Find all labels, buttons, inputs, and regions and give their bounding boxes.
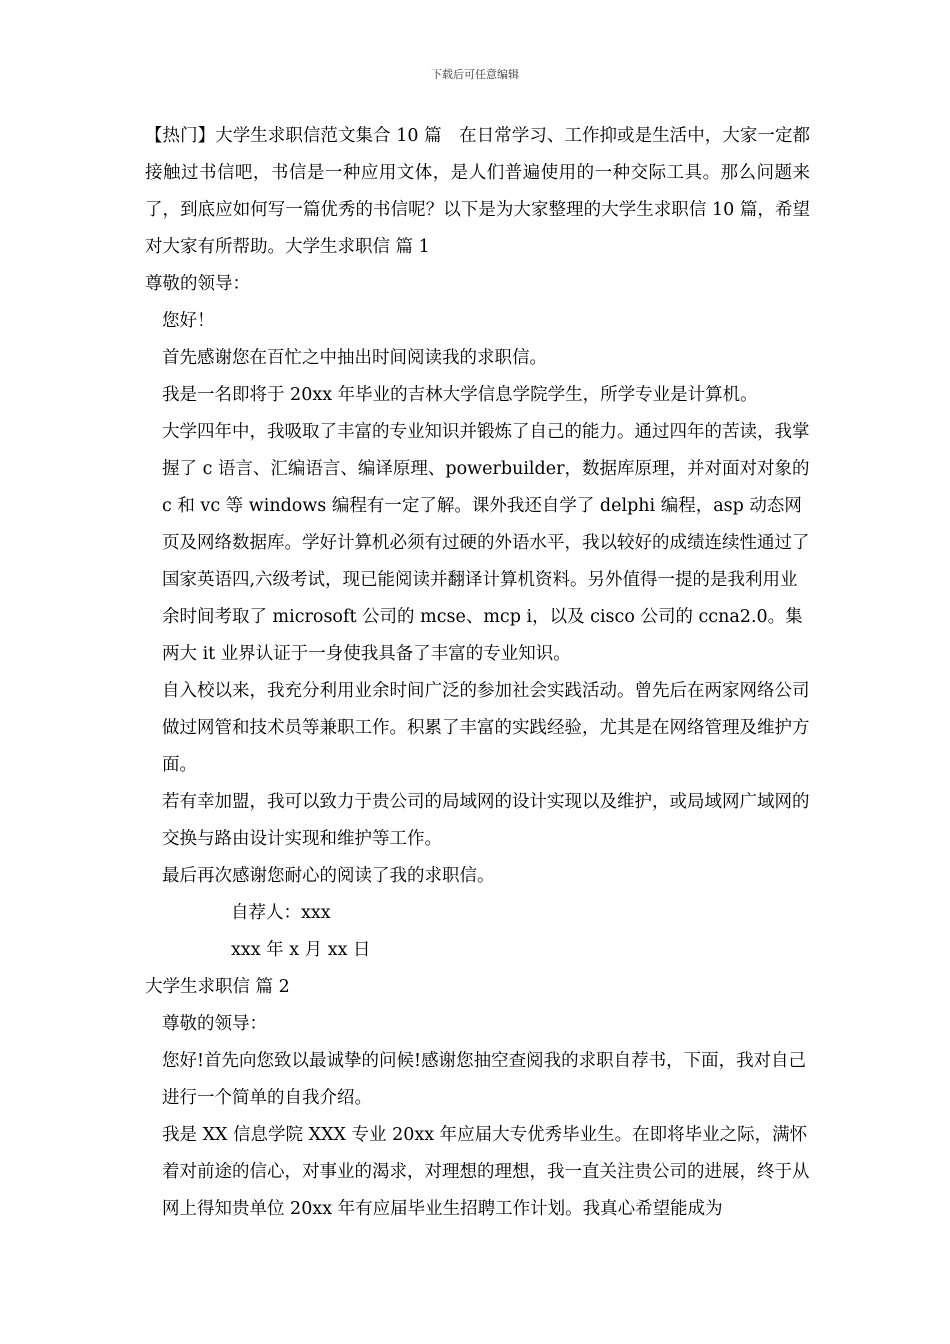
letter1-paragraph-3: 大学四年中，我吸取了丰富的专业知识并锻炼了自己的能力。通过四年的苦读，我掌握了 c 语言、汇编语言、编译原理、powerbuilder，数据库原理，并对面对对象的 c 和 vc 等 windows 编程有一定了解。课外我还自学了 delphi 编程，asp 动态网页及网络数据库。学好计算机必须有过硬的外语水平，我以较好的成绩连续性通过了国家英语四,六级考试，现已能阅读并翻译计算机资料。另外值得一提的是我利用业余时间考取了 microsoft 公司的 mcse、mcp i，以及 cisco 公司的 ccna2.0。集两大 it 业界认证于一身使我具备了丰富的专业知识。 [162, 422, 810, 664]
letter1-paragraph-4: 自入校以来，我充分利用业余时间广泛的参加社会实践活动。曾先后在两家网络公司做过网管和技术员等兼职工作。积累了丰富的实践经验，尤其是在网络管理及维护方面。 [162, 681, 810, 775]
letter1-salutation: 尊敬的领导： [145, 274, 250, 294]
letter1-paragraph-2: 我是一名即将于 20xx 年毕业的吉林大学信息学院学生，所学专业是计算机。 [162, 385, 758, 405]
letter1-paragraph-6: 最后再次感谢您耐心的阅读了我的求职信。 [162, 866, 495, 886]
letter1-paragraph-5: 若有幸加盟，我可以致力于贵公司的局域网的设计实现以及维护，或局域网广域网的交换与路由设计实现和维护等工作。 [162, 792, 810, 849]
page-header: 下载后可任意编辑 [431, 68, 519, 81]
document-body [145, 118, 810, 1228]
letter1-date: xxx 年 x 月 xx 日 [231, 940, 371, 960]
letter1-paragraph-1: 首先感谢您在百忙之中抽出时间阅读我的求职信。 [162, 348, 547, 368]
letter2-title: 大学生求职信 篇 2 [145, 977, 290, 997]
intro-paragraph: 【热门】大学生求职信范文集合 10 篇 在日常学习、工作抑或是生活中，大家一定都接触过书信吧，书信是一种应用文体，是人们普遍使用的一种交际工具。那么问题来了，到底应如何写一篇优秀的书信呢？以下是为大家整理的大学生求职信 10 篇，希望对大家有所帮助。大学生求职信 篇 1 [145, 126, 810, 257]
letter1-signer: 自荐人：xxx [231, 903, 331, 923]
letter2-paragraph-1: 您好!首先向您致以最诚挚的问候!感谢您抽空查阅我的求职自荐书，下面，我对自己进行一个简单的自我介绍。 [162, 1051, 807, 1108]
letter2-paragraph-2: 我是 XX 信息学院 XXX 专业 20xx 年应届大专优秀毕业生。在即将毕业之际，满怀着对前途的信心，对事业的渴求，对理想的理想，我一直关注贵公司的进展，终于从网上得知贵单位 20xx 年有应届毕业生招聘工作计划。我真心希望能成为 [162, 1125, 810, 1219]
letter2-salutation: 尊敬的领导： [162, 1014, 267, 1034]
letter1-greeting: 您好！ [162, 311, 215, 331]
